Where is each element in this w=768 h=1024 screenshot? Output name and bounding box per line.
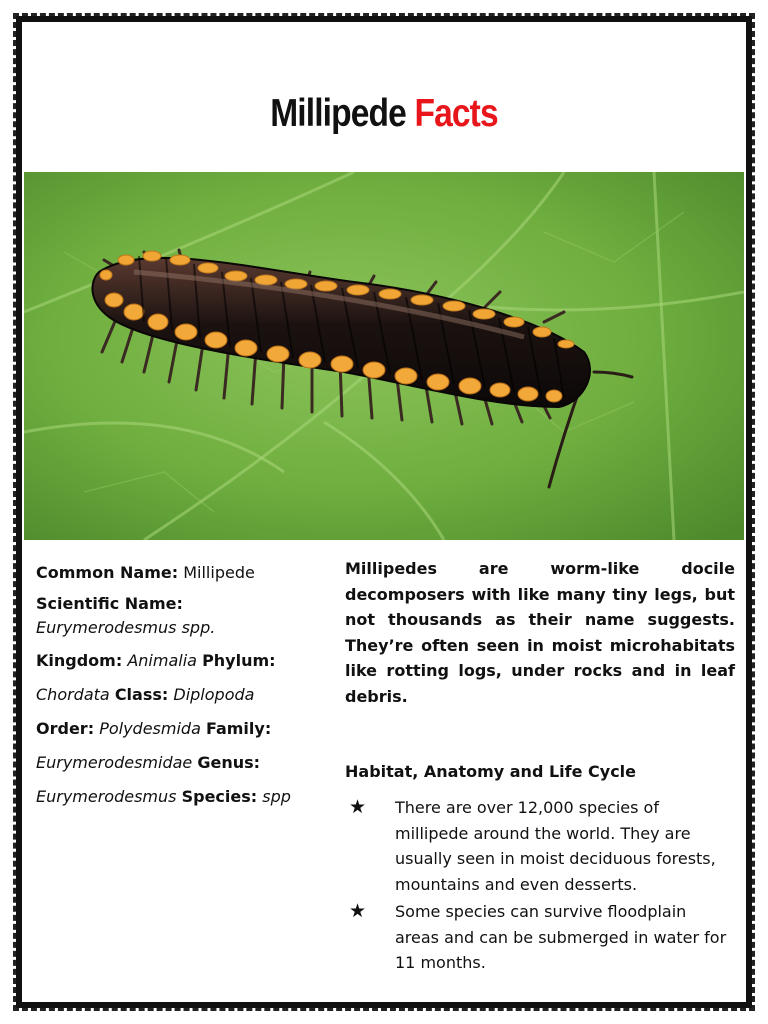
phylum-class-line [36,678,316,712]
class-label: Class: [114,685,169,704]
genus-label: Genus: [197,753,261,772]
phylum-value: Chordata [36,685,110,704]
common-name-value: Millipede [183,563,255,582]
species-value: spp [262,787,291,806]
scientific-name-line [36,592,316,640]
scientific-name-label: Scientific Name: [36,594,183,613]
phylum-label: Phylum: [202,651,276,670]
common-name-label: Common Name: [36,563,179,582]
title-part-2: Facts [414,92,498,135]
taxonomy-block [36,556,316,814]
family-label: Family: [205,719,272,738]
title-part-1: Millipede [270,92,406,135]
millipede-photo [24,172,744,540]
species-label: Species: [181,787,258,806]
scientific-name-value: Eurymerodesmus spp. [36,618,216,637]
list-item [345,899,735,976]
class-value: Diplopoda [173,685,255,704]
common-name-line [36,556,316,590]
star-icon: ★ [349,900,367,922]
list-item [345,795,735,897]
order-value: Polydesmida [99,719,201,738]
kingdom-label: Kingdom: [36,651,123,670]
page-title [54,92,714,136]
genus-species-line [36,780,316,814]
kingdom-phylum-line [36,644,316,678]
fact-text: There are over 12,000 species of millipede around the world. They are usually seen in moist deciduous forests, mountains and even desserts. [395,798,716,894]
genus-value: Eurymerodesmus [36,787,177,806]
facts-column [345,556,735,978]
family-genus-line [36,746,316,780]
star-icon: ★ [349,796,367,818]
facts-list [345,795,735,976]
kingdom-value: Animalia [127,651,197,670]
fact-text: Some species can survive floodplain areas and can be submerged in water for 11 months. [395,902,727,972]
intro-paragraph: Millipedes are worm-like docile decomposers with like many tiny legs, but not thousands as their name suggests. They’re often seen in moist microhabitats like rotting logs, under rocks and in leaf debris. [345,559,735,706]
order-label: Order: [36,719,95,738]
family-value: Eurymerodesmidae [36,753,193,772]
section-heading: Habitat, Anatomy and Life Cycle [345,762,637,781]
order-family-line [36,712,316,746]
